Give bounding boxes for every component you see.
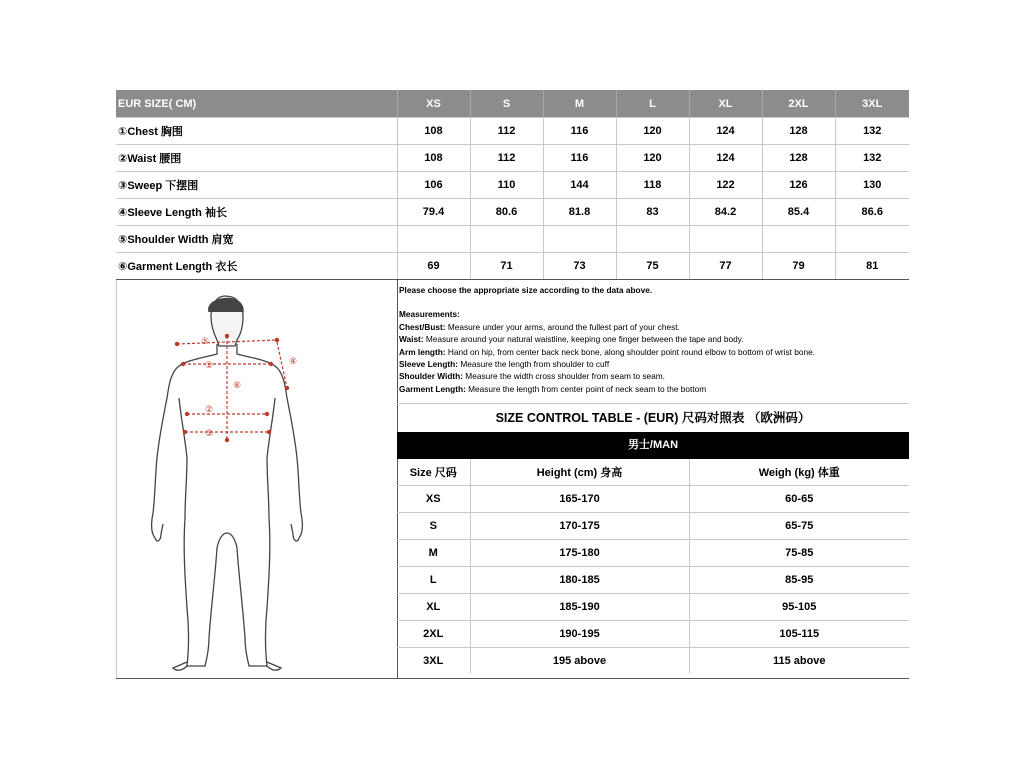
table-cell: 185-190 <box>470 594 689 621</box>
control-table-header <box>397 459 909 486</box>
table-cell <box>397 226 470 253</box>
row-label: ②Waist 腰围 <box>116 145 397 172</box>
size-row-sleeve-length <box>116 199 909 226</box>
table-cell: 144 <box>543 172 616 199</box>
instruction-item: Waist: Measure around your natural waistline, keeping one finger between the tape and body. <box>399 334 744 345</box>
size-chart-sheet <box>116 90 909 679</box>
instruction-item: Garment Length: Measure the length from center point of neck seam to the bottom <box>399 383 707 394</box>
instruction-item: Chest/Bust: Measure under your arms, around the fullest part of your chest. <box>399 321 680 332</box>
marker-waist: ② <box>204 405 214 415</box>
table-cell: 130 <box>835 172 909 199</box>
table-cell: 75-85 <box>689 540 909 567</box>
marker-sleeve: ④ <box>288 357 298 367</box>
table-cell: 124 <box>689 145 762 172</box>
table-row <box>397 513 909 540</box>
size-header-l: L <box>616 90 689 118</box>
table-cell: 124 <box>689 118 762 145</box>
table-cell: 170-175 <box>470 513 689 540</box>
table-cell: XS <box>397 486 470 513</box>
size-row-chest <box>116 118 909 145</box>
table-row <box>397 594 909 621</box>
table-cell: 120 <box>616 145 689 172</box>
table-cell <box>835 226 909 253</box>
table-cell: 115 above <box>689 648 909 675</box>
table-row <box>397 486 909 513</box>
right-column <box>397 280 909 678</box>
table-cell: 165-170 <box>470 486 689 513</box>
table-cell: 175-180 <box>470 540 689 567</box>
table-cell: L <box>397 567 470 594</box>
table-cell: 75 <box>616 253 689 280</box>
table-cell: 69 <box>397 253 470 280</box>
table-cell: 3XL <box>423 655 444 667</box>
table-cell: 81 <box>835 253 909 280</box>
table-cell <box>689 226 762 253</box>
size-table <box>116 90 909 280</box>
gender-banner: 男士/MAN <box>397 432 909 459</box>
table-cell: 180-185 <box>470 567 689 594</box>
table-cell: 77 <box>689 253 762 280</box>
table-cell: XL <box>397 594 470 621</box>
table-cell: 108 <box>397 145 470 172</box>
size-header-3xl: 3XL <box>835 90 909 118</box>
table-cell: 122 <box>689 172 762 199</box>
row-label: ①Chest 胸围 <box>116 118 397 145</box>
size-row-garment-length <box>116 253 909 280</box>
table-cell: 106 <box>397 172 470 199</box>
header-size: Size 尺码 <box>397 459 470 486</box>
table-cell: 65-75 <box>689 513 909 540</box>
size-header-m: M <box>543 90 616 118</box>
instructions-intro: Please choose the appropriate size according to the data above. <box>399 285 653 295</box>
row-label: ⑤Shoulder Width 肩宽 <box>116 226 397 253</box>
size-row-waist <box>116 145 909 172</box>
marker-chest: ① <box>204 361 214 371</box>
header-weight: Weigh (kg) 体重 <box>689 459 909 486</box>
table-cell: S <box>397 513 470 540</box>
table-cell: 128 <box>762 145 835 172</box>
instruction-item: Shoulder Width: Measure the width cross shoulder from seam to seam. <box>399 371 665 382</box>
table-cell: 112 <box>470 145 543 172</box>
instructions-heading: Measurements: <box>399 309 460 320</box>
table-cell: M <box>397 540 470 567</box>
table-row <box>397 621 909 648</box>
table-cell: 81.8 <box>543 199 616 226</box>
table-cell: 116 <box>543 145 616 172</box>
instruction-item: Sleeve Length: Measure the length from shoulder to cuff <box>399 359 610 370</box>
table-cell: 83 <box>616 199 689 226</box>
size-row-sweep <box>116 172 909 199</box>
row-label: ④Sleeve Length 袖长 <box>116 199 397 226</box>
table-cell: 60-65 <box>689 486 909 513</box>
control-table-title: SIZE CONTROL TABLE - (EUR) 尺码对照表 （欧洲码） <box>495 411 811 425</box>
table-cell: 132 <box>835 145 909 172</box>
size-header-2xl: 2XL <box>762 90 835 118</box>
table-cell <box>543 226 616 253</box>
table-cell: 85.4 <box>762 199 835 226</box>
table-row <box>397 540 909 567</box>
table-cell: 84.2 <box>689 199 762 226</box>
size-table-header-label: EUR SIZE( CM) <box>116 90 397 118</box>
table-cell: 126 <box>762 172 835 199</box>
marker-shoulder: ⑤ <box>200 337 210 347</box>
row-label: ③Sweep 下摆围 <box>116 172 397 199</box>
size-header-xs: XS <box>397 90 470 118</box>
table-cell: 79.4 <box>397 199 470 226</box>
table-cell <box>616 226 689 253</box>
table-cell: 110 <box>470 172 543 199</box>
instruction-item: Arm length: Hand on hip, from center back neck bone, along shoulder point round elbow to bottom of wrist bone. <box>399 346 815 357</box>
table-cell <box>762 226 835 253</box>
table-cell: 116 <box>543 118 616 145</box>
table-cell: 71 <box>470 253 543 280</box>
measurement-figure <box>116 280 398 678</box>
size-control-table <box>397 459 909 674</box>
table-cell: 132 <box>835 118 909 145</box>
size-table-header <box>116 90 909 118</box>
table-row <box>397 567 909 594</box>
table-cell: 85-95 <box>689 567 909 594</box>
table-cell: 79 <box>762 253 835 280</box>
table-cell: 195 above <box>470 648 689 675</box>
table-cell: 73 <box>543 253 616 280</box>
size-row-shoulder-width <box>116 226 909 253</box>
table-cell: 105-115 <box>689 621 909 648</box>
table-cell: 120 <box>616 118 689 145</box>
marker-garment: ⑥ <box>232 381 242 391</box>
table-cell: 80.6 <box>470 199 543 226</box>
table-cell: 86.6 <box>835 199 909 226</box>
header-height: Height (cm) 身高 <box>470 459 689 486</box>
lower-section <box>116 280 909 679</box>
table-cell: 108 <box>397 118 470 145</box>
table-cell: 128 <box>762 118 835 145</box>
table-cell: 118 <box>616 172 689 199</box>
size-header-s: S <box>470 90 543 118</box>
table-cell: 2XL <box>397 621 470 648</box>
measurement-instructions <box>397 280 909 404</box>
size-header-xl: XL <box>689 90 762 118</box>
table-cell: 190-195 <box>470 621 689 648</box>
table-cell <box>470 226 543 253</box>
table-row <box>397 648 909 675</box>
body-outline-icon <box>147 288 367 673</box>
table-cell: 95-105 <box>689 594 909 621</box>
marker-sweep: ③ <box>204 429 214 439</box>
row-label: ⑥Garment Length 衣长 <box>116 253 397 280</box>
table-cell: 112 <box>470 118 543 145</box>
